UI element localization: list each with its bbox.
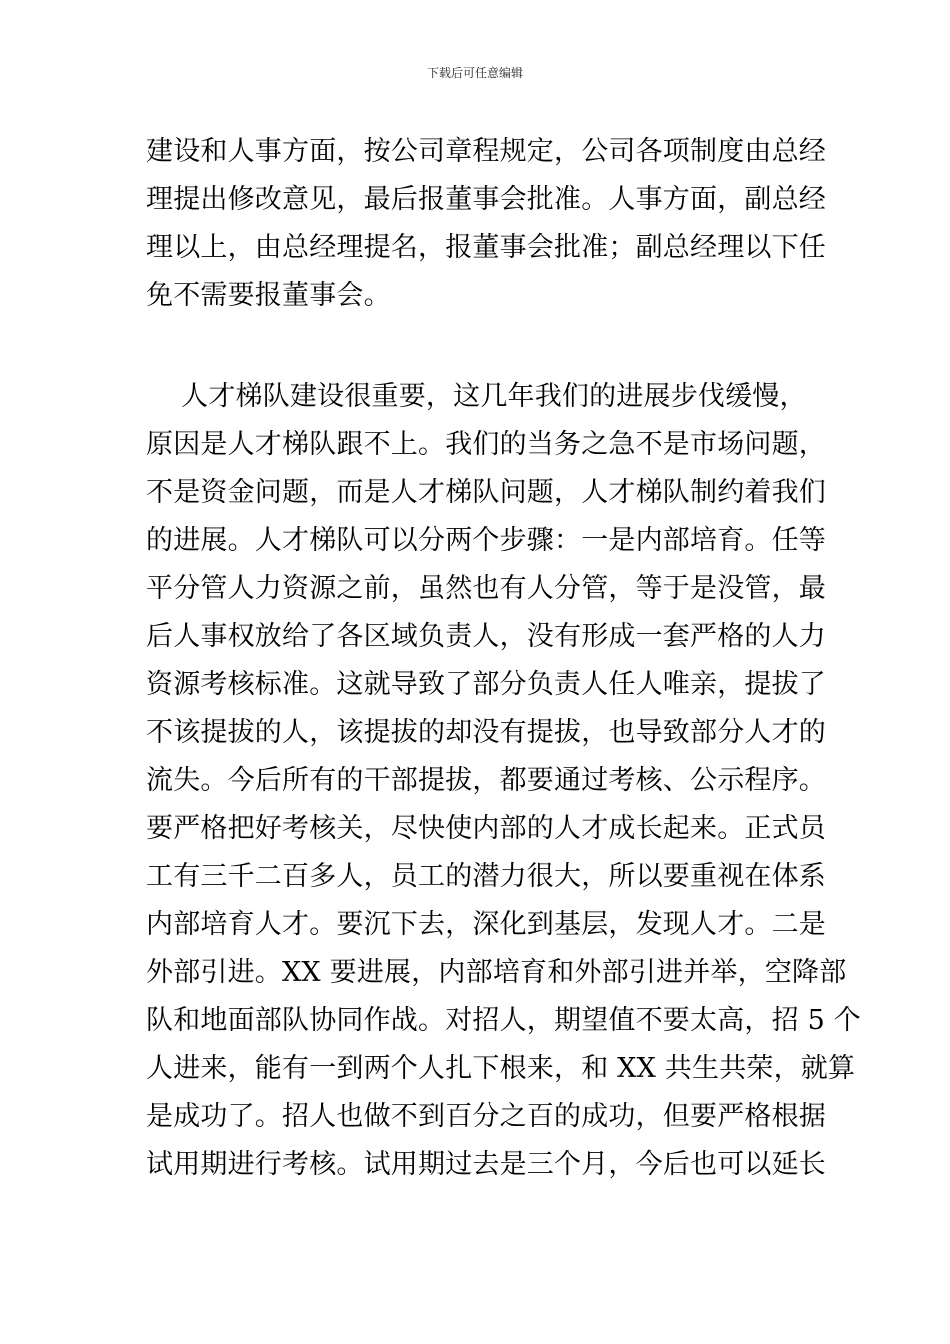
text-line: 人进来，能有一到两个人扎下根来，和 XX 共生共荣，就算	[146, 1053, 856, 1084]
text-line: 内部培育人才。要沉下去，深化到基层，发现人才。二是	[146, 909, 826, 940]
text-line: 后人事权放给了各区域负责人，没有形成一套严格的人力	[146, 621, 826, 652]
text-line: 要严格把好考核关，尽快使内部的人才成长起来。正式员	[146, 813, 826, 844]
text-line: 的进展。人才梯队可以分两个步骤：一是内部培育。任等	[146, 525, 826, 556]
text-line: 理提出修改意见，最后报董事会批准。人事方面，副总经	[146, 184, 826, 215]
text-line: 理以上，由总经理提名，报董事会批准；副总经理以下任	[146, 232, 826, 263]
text-line: 资源考核标准。这就导致了部分负责人任人唯亲，提拔了	[146, 669, 826, 700]
text-line: 是成功了。招人也做不到百分之百的成功，但要严格根据	[146, 1101, 826, 1132]
text-line: 建设和人事方面，按公司章程规定，公司各项制度由总经	[146, 136, 826, 167]
page-header: 下载后可任意编辑	[426, 66, 523, 80]
text-line: 流失。今后所有的干部提拔，都要通过考核、公示程序。	[146, 765, 826, 796]
text-line: 人才梯队建设很重要，这几年我们的进展步伐缓慢，	[146, 381, 807, 412]
text-line: 外部引进。XX 要进展，内部培育和外部引进并举，空降部	[146, 957, 847, 988]
text-line: 工有三千二百多人，员工的潜力很大，所以要重视在体系	[146, 861, 826, 892]
text-line: 免不需要报董事会。	[146, 280, 391, 311]
text-line: 原因是人才梯队跟不上。我们的当务之急不是市场问题，	[146, 429, 826, 460]
text-line: 平分管人力资源之前，虽然也有人分管，等于是没管，最	[146, 573, 826, 604]
text-line: 不该提拔的人，该提拔的却没有提拔，也导致部分人才的	[146, 717, 826, 748]
text-line: 队和地面部队协同作战。对招人，期望值不要太高，招 5 个	[146, 1005, 861, 1036]
text-line: 试用期进行考核。试用期过去是三个月，今后也可以延长	[146, 1149, 826, 1180]
text-line: 不是资金问题，而是人才梯队问题，人才梯队制约着我们	[146, 477, 826, 508]
